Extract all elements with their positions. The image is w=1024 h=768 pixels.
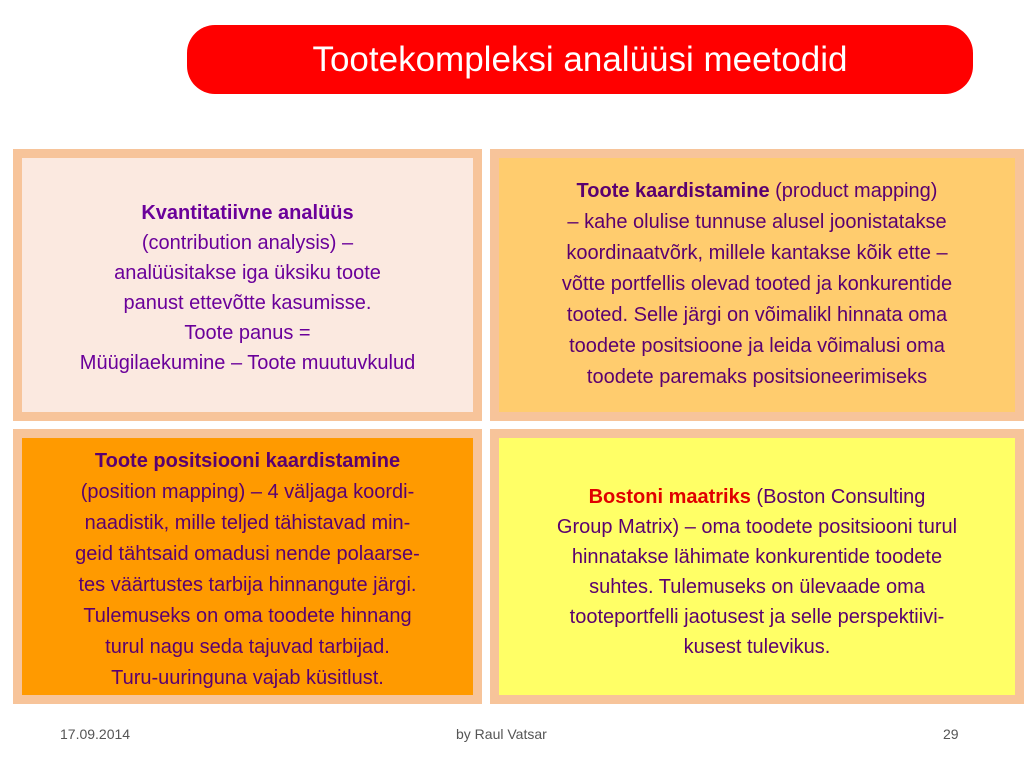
quadrant-text-line: Müügilaekumine – Toote muutuvkulud: [79, 352, 416, 374]
quadrant-quantitative-analysis: [13, 149, 482, 421]
quadrant-position-mapping: [13, 429, 482, 704]
quadrant-text-line: naadistik, mille teljed tähistavad min-: [84, 512, 411, 534]
quadrant-product-mapping: [490, 149, 1024, 421]
quadrant-text-line: Toote panus =: [184, 322, 311, 344]
quadrant-heading: Kvantitatiivne analüüs: [141, 202, 354, 224]
title-banner: [187, 25, 973, 94]
quadrant-text-line: tooted. Selle järgi on võimalikl hinnata oma: [566, 304, 948, 326]
quadrant-text-line: suhtes. Tulemuseks on ülevaade oma: [589, 576, 925, 598]
quadrant-text-line: võtte portfellis olevad tooted ja konkurentide: [561, 273, 953, 295]
quadrant-text-line: kusest tulevikus.: [683, 636, 831, 658]
quadrant-heading-suffix: (Boston Consulting: [750, 486, 926, 508]
quadrant-boston-matrix-content: [499, 438, 1015, 695]
quadrant-text-line: Group Matrix) – oma toodete positsiooni turul: [556, 516, 958, 538]
quadrant-text-line: geid tähtsaid omadusi nende polaarse-: [75, 543, 420, 565]
footer-date: 17.09.2014: [60, 726, 131, 742]
quadrant-text-line: (contribution analysis) –: [141, 232, 354, 254]
quadrant-text-line: – kahe olulise tunnuse alusel joonistatakse: [567, 211, 947, 233]
footer-page-number: 29: [943, 726, 959, 742]
quadrant-text-line: toodete paremaks positsioneerimiseks: [586, 366, 928, 388]
quadrant-heading-line: [589, 482, 926, 512]
quadrant-text-line: analüüsitakse iga üksiku toote: [114, 262, 381, 284]
quadrant-text-line: koordinaatvõrk, millele kantakse kõik ette –: [566, 242, 948, 264]
footer-author: by Raul Vatsar: [456, 726, 547, 742]
quadrant-position-mapping-content: [22, 438, 473, 695]
quadrant-text-line: tes väärtustes tarbija hinnangute järgi.: [78, 574, 417, 596]
quadrant-text-line: turul nagu seda tajuvad tarbijad.: [105, 636, 390, 658]
quadrant-heading: Bostoni maatriks: [588, 486, 751, 508]
quadrant-heading: Toote kaardistamine: [576, 180, 770, 202]
quadrant-text-line: Tulemuseks on oma toodete hinnang: [83, 605, 412, 627]
quadrant-text-line: toodete positsioone ja leida võimalusi oma: [569, 335, 945, 357]
quadrant-heading-suffix: (product mapping): [769, 180, 938, 202]
quadrant-text-line: (position mapping) – 4 väljaga koordi-: [80, 481, 415, 503]
quadrant-quantitative-content: [22, 158, 473, 412]
quadrant-text-line: hinnatakse lähimate konkurentide toodete: [571, 546, 943, 568]
quadrant-heading-line: [577, 176, 938, 207]
quadrant-text-line: tooteportfelli jaotusest ja selle perspektiivi-: [569, 606, 945, 628]
quadrant-heading: Toote positsiooni kaardistamine: [94, 450, 401, 472]
slide-title: Tootekompleksi analüüsi meetodid: [312, 40, 848, 79]
quadrant-boston-matrix: [490, 429, 1024, 704]
quadrant-text-line: Turu-uuringuna vajab küsitlust.: [111, 667, 384, 689]
quadrant-text-line: panust ettevõtte kasumisse.: [123, 292, 372, 314]
quadrant-product-mapping-content: [499, 158, 1015, 412]
